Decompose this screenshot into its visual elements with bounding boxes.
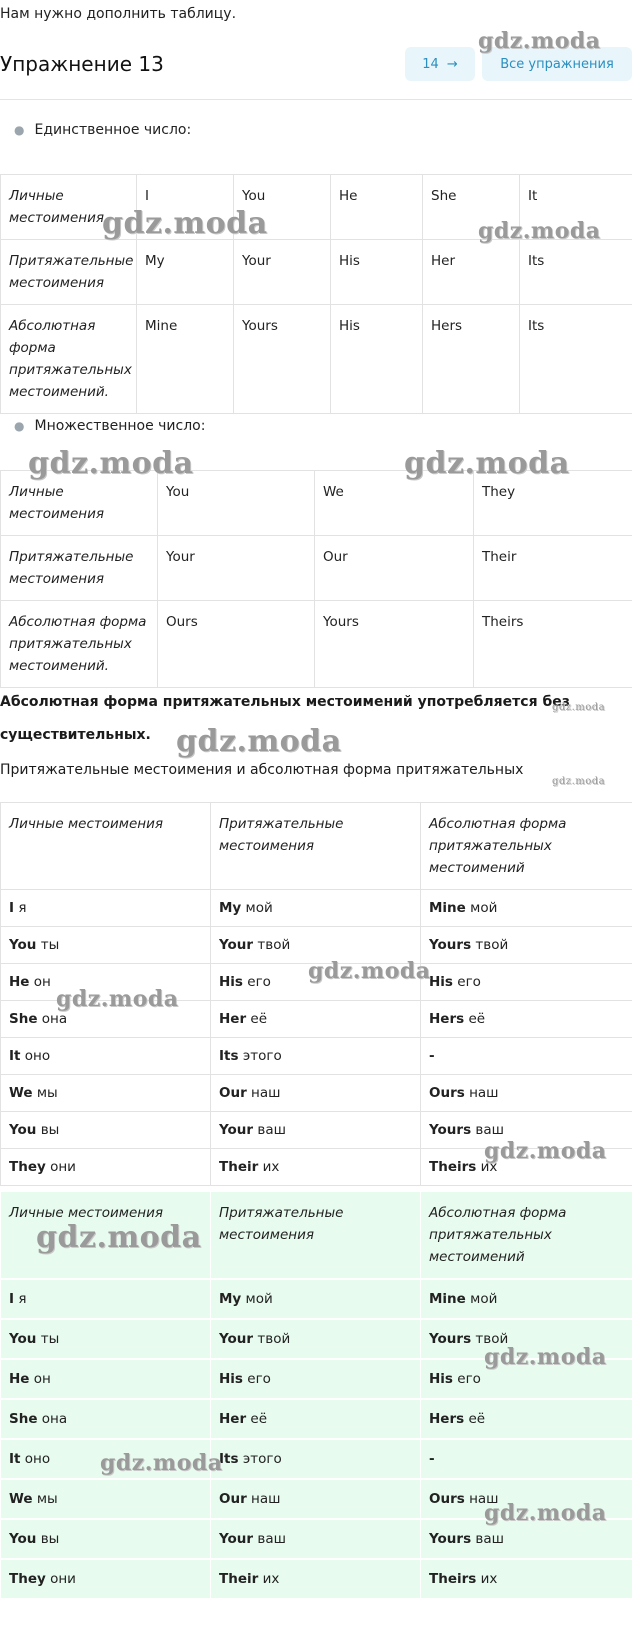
table-cell: My xyxy=(137,240,234,305)
bullet-icon: ● xyxy=(14,123,25,137)
russian-translation: я xyxy=(18,1291,27,1307)
table-cell xyxy=(1,1559,211,1599)
table-cell: I xyxy=(137,175,234,240)
english-word: - xyxy=(429,1451,435,1467)
watermark: gdz.moda xyxy=(36,1220,202,1255)
russian-translation: мой xyxy=(470,900,498,916)
table-cell: Its xyxy=(520,240,632,305)
table-row xyxy=(1,240,632,305)
header-cell: Личные местоимения xyxy=(1,1191,211,1279)
table-cell xyxy=(421,1001,632,1038)
plural-table xyxy=(0,470,632,688)
russian-translation: этого xyxy=(242,1451,282,1467)
table-cell: His xyxy=(331,240,423,305)
bullet-icon: ● xyxy=(14,419,25,433)
table-cell xyxy=(1,1479,211,1519)
watermark: gdz.moda xyxy=(28,446,194,481)
table-cell: We xyxy=(315,471,474,536)
russian-translation: она xyxy=(41,1011,68,1027)
table-cell: He xyxy=(331,175,423,240)
table-cell xyxy=(421,1038,632,1075)
header-cell: Абсолютная форма притяжательных местоимений xyxy=(421,803,632,890)
english-word: We xyxy=(9,1085,33,1101)
russian-translation: вы xyxy=(40,1531,60,1547)
english-word: They xyxy=(9,1571,46,1587)
russian-translation: его xyxy=(457,1371,481,1387)
english-word: It xyxy=(9,1451,21,1467)
russian-translation: мой xyxy=(245,1291,273,1307)
table-cell xyxy=(211,890,421,927)
table-cell xyxy=(211,1439,421,1479)
english-word: Mine xyxy=(429,1291,466,1307)
russian-translation: оно xyxy=(24,1451,51,1467)
table-cell xyxy=(421,1399,632,1439)
table-row xyxy=(1,1399,632,1439)
watermark: gdz.moda xyxy=(484,1138,607,1164)
table-row xyxy=(1,890,632,927)
russian-translation: их xyxy=(262,1159,280,1175)
table-cell: Our xyxy=(315,536,474,601)
table-row xyxy=(1,305,632,414)
russian-translation: твой xyxy=(475,1331,509,1347)
english-word: My xyxy=(219,1291,242,1307)
english-word: You xyxy=(9,937,37,953)
table-row xyxy=(1,536,632,601)
russian-translation: его xyxy=(247,1371,271,1387)
table-cell xyxy=(421,1075,632,1112)
table-row xyxy=(1,1075,632,1112)
table-cell xyxy=(211,1038,421,1075)
russian-translation: их xyxy=(262,1571,280,1587)
russian-translation: её xyxy=(468,1011,486,1027)
table-cell xyxy=(1,927,211,964)
english-word: Your xyxy=(219,1531,254,1547)
watermark: gdz.moda xyxy=(102,206,268,241)
russian-translation: он xyxy=(33,974,51,990)
table-cell: Its xyxy=(520,305,632,414)
table-cell xyxy=(1,1075,211,1112)
table-cell: She xyxy=(423,175,520,240)
english-word: Its xyxy=(219,1048,239,1064)
english-word: Hers xyxy=(429,1411,465,1427)
table-cell xyxy=(211,1479,421,1519)
table-cell xyxy=(211,1319,421,1359)
english-word: My xyxy=(219,900,242,916)
table-header-row xyxy=(1,803,632,890)
english-word: He xyxy=(9,974,30,990)
english-word: Ours xyxy=(429,1085,465,1101)
english-word: We xyxy=(9,1491,33,1507)
russian-translation: его xyxy=(247,974,271,990)
divider xyxy=(0,99,632,100)
russian-translation: они xyxy=(50,1159,76,1175)
header-cell: Личные местоимения xyxy=(1,803,211,890)
table-cell: Their xyxy=(474,536,632,601)
next-exercise-label: 14 xyxy=(422,56,439,72)
english-word: Yours xyxy=(429,1531,472,1547)
table-cell: It xyxy=(520,175,632,240)
russian-translation: их xyxy=(480,1159,498,1175)
row-label-cell: Притяжательные местоимения xyxy=(1,240,137,305)
table-cell: Your xyxy=(234,240,331,305)
next-exercise-button[interactable] xyxy=(405,47,475,81)
russian-translation: этого xyxy=(242,1048,282,1064)
table-cell xyxy=(1,1112,211,1149)
russian-translation: наш xyxy=(469,1085,499,1101)
english-word: She xyxy=(9,1011,38,1027)
table-cell xyxy=(421,964,632,1001)
russian-translation: ты xyxy=(40,937,60,953)
watermark: gdz.moda xyxy=(308,958,431,984)
table-cell xyxy=(211,1112,421,1149)
table-cell: His xyxy=(331,305,423,414)
english-word: His xyxy=(219,1371,243,1387)
table-cell xyxy=(421,927,632,964)
russian-translation: твой xyxy=(257,937,291,953)
watermark: gdz.moda xyxy=(100,1450,223,1476)
russian-translation: твой xyxy=(257,1331,291,1347)
russian-translation: её xyxy=(468,1411,486,1427)
table-cell: Yours xyxy=(234,305,331,414)
table-cell xyxy=(421,1559,632,1599)
english-word: Theirs xyxy=(429,1571,477,1587)
table-cell xyxy=(1,1038,211,1075)
english-word: Yours xyxy=(429,1122,472,1138)
table-cell: You xyxy=(234,175,331,240)
russian-translation: мы xyxy=(36,1085,58,1101)
table-cell: Theirs xyxy=(474,601,632,688)
arrow-right-icon: → xyxy=(446,56,458,72)
table-cell xyxy=(1,1359,211,1399)
intro-text: Нам нужно дополнить таблицу. xyxy=(0,6,237,22)
russian-translation: ваш xyxy=(257,1122,286,1138)
watermark: gdz.moda xyxy=(56,986,179,1012)
russian-translation: мы xyxy=(36,1491,58,1507)
russian-translation: её xyxy=(250,1011,268,1027)
table-cell xyxy=(211,1149,421,1186)
row-label-cell: Личные местоимения xyxy=(1,471,158,536)
paragraph-text: Притяжательные местоимения и абсолютная форма притяжательных xyxy=(0,762,524,778)
table-row xyxy=(1,1279,632,1319)
table-cell xyxy=(421,1439,632,1479)
russian-translation: наш xyxy=(251,1491,281,1507)
all-exercises-button[interactable]: Все упражнения xyxy=(482,47,632,81)
table-cell xyxy=(1,1399,211,1439)
english-word: Yours xyxy=(429,937,472,953)
russian-translation: ваш xyxy=(475,1531,505,1547)
russian-translation: ты xyxy=(40,1331,60,1347)
table-cell xyxy=(211,1001,421,1038)
row-label-cell: Абсолютная форма притяжательных местоимений. xyxy=(1,305,137,414)
russian-translation: их xyxy=(480,1571,498,1587)
english-word: He xyxy=(9,1371,30,1387)
english-word: Our xyxy=(219,1491,247,1507)
english-word: Your xyxy=(219,1122,254,1138)
russian-translation: наш xyxy=(251,1085,281,1101)
table-cell xyxy=(211,1075,421,1112)
singular-heading: ● Единственное число: xyxy=(14,122,192,138)
russian-translation: её xyxy=(250,1411,268,1427)
russian-translation: ваш xyxy=(475,1122,505,1138)
header-cell: Притяжательные местоимения xyxy=(211,803,421,890)
table-cell: They xyxy=(474,471,632,536)
table-cell xyxy=(421,1279,632,1319)
rule-text: Абсолютная форма притяжательных местоимений употребляется без существительных. xyxy=(0,694,570,743)
table-cell xyxy=(1,1519,211,1559)
english-word: Our xyxy=(219,1085,247,1101)
english-word: Their xyxy=(219,1159,259,1175)
table-cell: You xyxy=(158,471,315,536)
english-word: Her xyxy=(219,1411,247,1427)
table-cell: Hers xyxy=(423,305,520,414)
english-word: Ours xyxy=(429,1491,465,1507)
english-word: It xyxy=(9,1048,21,1064)
russian-translation: они xyxy=(50,1571,76,1587)
english-word: Yours xyxy=(429,1331,472,1347)
russian-translation: мой xyxy=(245,900,273,916)
watermark: gdz.moda xyxy=(478,218,601,244)
russian-translation: мой xyxy=(470,1291,498,1307)
table-cell xyxy=(1,1319,211,1359)
english-word: Mine xyxy=(429,900,466,916)
row-label-cell: Притяжательные местоимения xyxy=(1,536,158,601)
english-word: I xyxy=(9,900,15,916)
table-cell xyxy=(421,890,632,927)
table-row xyxy=(1,601,632,688)
header-cell: Притяжательные местоимения xyxy=(211,1191,421,1279)
row-label-cell: Абсолютная форма притяжательных местоимений. xyxy=(1,601,158,688)
english-word: You xyxy=(9,1331,37,1347)
english-word: His xyxy=(429,974,453,990)
table-cell: Her xyxy=(423,240,520,305)
english-word: Theirs xyxy=(429,1159,477,1175)
table-row xyxy=(1,1559,632,1599)
watermark: gdz.moda xyxy=(484,1500,607,1526)
russian-translation: вы xyxy=(40,1122,60,1138)
russian-translation: ваш xyxy=(257,1531,286,1547)
watermark: gdz.moda xyxy=(176,724,342,759)
table-cell: Yours xyxy=(315,601,474,688)
russian-translation: оно xyxy=(24,1048,51,1064)
table-cell: Mine xyxy=(137,305,234,414)
watermark: gdz.moda xyxy=(552,776,606,787)
russian-translation: она xyxy=(41,1411,68,1427)
table-cell xyxy=(211,1519,421,1559)
english-word: Your xyxy=(219,1331,254,1347)
table-cell xyxy=(211,1359,421,1399)
table-row xyxy=(1,1439,632,1479)
watermark: gdz.moda xyxy=(478,28,601,54)
table-cell xyxy=(211,1399,421,1439)
plural-heading: ● Множественное число: xyxy=(14,418,206,434)
english-word: You xyxy=(9,1531,37,1547)
russian-translation: я xyxy=(18,900,27,916)
singular-table xyxy=(0,174,632,414)
english-word: She xyxy=(9,1411,38,1427)
exercise-title: Упражнение 13 xyxy=(0,52,164,76)
english-word: You xyxy=(9,1122,37,1138)
russian-translation: наш xyxy=(469,1491,499,1507)
table-cell xyxy=(211,1279,421,1319)
english-word: Her xyxy=(219,1011,247,1027)
english-word: They xyxy=(9,1159,46,1175)
watermark: gdz.moda xyxy=(484,1344,607,1370)
english-word: His xyxy=(219,974,243,990)
english-word: His xyxy=(429,1371,453,1387)
watermark: gdz.moda xyxy=(552,702,606,713)
table-cell xyxy=(1,1279,211,1319)
table-cell xyxy=(1,890,211,927)
russian-translation: его xyxy=(457,974,481,990)
table-cell xyxy=(211,1559,421,1599)
row-label-cell: Личные местоимения xyxy=(1,175,137,240)
russian-translation: твой xyxy=(475,937,509,953)
english-word: Its xyxy=(219,1451,239,1467)
table-cell xyxy=(1,1149,211,1186)
table-row xyxy=(1,1038,632,1075)
table-cell: Ours xyxy=(158,601,315,688)
header-cell: Абсолютная форма притяжательных местоимений xyxy=(421,1191,632,1279)
english-word: I xyxy=(9,1291,15,1307)
english-word: - xyxy=(429,1048,435,1064)
english-word: Hers xyxy=(429,1011,465,1027)
russian-translation: он xyxy=(33,1371,51,1387)
english-word: Their xyxy=(219,1571,259,1587)
table-cell: Your xyxy=(158,536,315,601)
watermark: gdz.moda xyxy=(404,446,570,481)
english-word: Your xyxy=(219,937,254,953)
